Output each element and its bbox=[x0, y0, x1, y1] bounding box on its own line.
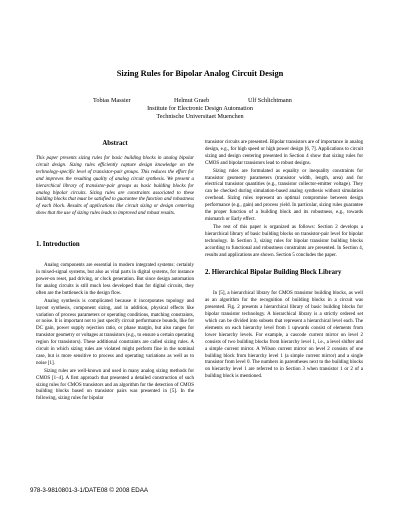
author-name: Helmut Graeb bbox=[174, 97, 210, 104]
body-paragraph: Analog components are essential in modern integrated systems: certainly in mixed-signal systems, but also as vital parts in digital systems, for instance power-on reset, pad driving, or clock generation. But since design automation for analog circuits is still much less developed than for digital circuits, they often are the bottleneck in the design flow. bbox=[36, 263, 194, 296]
affiliation-university: Technische Universitaet Muenchen bbox=[156, 113, 244, 120]
body-paragraph: In [5], a hierarchical library for CMOS transistor building blocks, as well as an algorithm for the recognition of building blocks in a circuit was presented. Fig. 2 presents a hierarchical library of basic building blocks for bipolar transistor technology. A hierarchical library is a strictly ordered set which can be divided into subsets that represent a hierarchical level each. The elements on each hierarchy level from 1 upwards consist of elements from lower hierarchy levels. For example, a cascode current mirror on level 2 consists of two building blocks from hierarchy level 1, i.e., a level shifter and a simple current mirror. A Wilson current mirror on level 2 consists of one building block from hierarchy level 1 (a simple current mirror) and a single transistor from level 0. The numbers in parentheses next to the building blocks on hierarchy level 1 are referred to in Section 3 when transistor 1 or 2 of a building block is mentioned. bbox=[205, 291, 363, 380]
affiliation-institute: Institute for Electronic Design Automation bbox=[147, 105, 253, 112]
author-name: Ulf Schlichtmann bbox=[248, 97, 292, 104]
section-heading-introduction: 1. Introduction bbox=[36, 241, 80, 249]
abstract-text: This paper presents sizing rules for basic building blocks in analog bipolar circuit design. Sizing rules efficiently capture design knowledge on the technology-specific level of transistor-pair groups. This reduces the effort for and improves the resulting quality of analog circuit synthesis. We present a hierarchical library of transistor-pair groups as basic building blocks for analog bipolar circuits. Sizing rules are constraints associated to these building blocks that must be satisfied to guarantee the function and robustness of each block. Results of applications like circuit sizing or design centering show that the use of sizing rules leads to improved and robust results. bbox=[36, 156, 194, 217]
paper-title: Sizing Rules for Bipolar Analog Circuit Design bbox=[116, 69, 284, 78]
body-paragraph: transistor circuits are presented. Bipolar transistors are of importance in analog design, e.g., for high speed or high power design [6, 7]. Applications to circuit sizing and design centering presented in Section 4 show that sizing rules for CMOS and bipolar transistors lead to robust designs. bbox=[205, 140, 363, 166]
author-name: Tobias Massier bbox=[93, 97, 131, 104]
right-column bbox=[205, 140, 363, 381]
body-paragraph: Sizing rules are well-known and used in many analog sizing methods for CMOS [1–4]. A first approach that presented a detailed construction of such sizing rules for CMOS transistors and an algorithm for the detection of CMOS building blocks based on transistor pairs was presented in [5]. In the following, sizing rules for bipolar bbox=[36, 368, 194, 402]
section-heading-library: 2. Hierarchical Bipolar Building Block Library bbox=[205, 269, 342, 277]
body-paragraph: Sizing rules are formulated as equality or inequality constraints for transistor geometry parameters (transistor width, length, area) and for electrical transistor quantities (e.g., transistor collector-emitter voltage). They can be checked during simulation-based analog synthesis without simulation overhead. Sizing rules represent an optimal compromise between design performance (e.g., gain) and process yield. In particular, sizing rules guarantee the proper function of a building block and its robustness, e.g., towards mismatch or Early effect. bbox=[205, 168, 363, 222]
abstract-heading: Abstract bbox=[102, 140, 128, 147]
left-column bbox=[36, 140, 194, 403]
body-paragraph: Analog synthesis is complicated because it incorporates topology and layout synthesis, component sizing, and in addition, physical effects like variation of process parameters or operating conditions, matching constraints, or noise. It is important not to just specify circuit performance bounds, like for DC gain, power supply rejection ratio, or phase margin, but also ranges for transistor geometry or voltages at transistors (e.g., to ensure a certain operating region for transistors). These additional constraints are called sizing rules. A circuit in which sizing rules are violated might perform fine in the nominal case, but is more sensitive to process and operating variations as well as to noise [1]. bbox=[36, 298, 195, 366]
body-paragraph: The rest of this paper is organized as follows: Section 2 develops a hierarchical library of basic building blocks on transistor-pair level for bipolar technology. In Section 3, sizing rules for bipolar transistor building blocks according to functional and robustness constraints are presented. In Section 4, results and applications are shown. Section 5 concludes the paper. bbox=[205, 224, 363, 258]
footer-copyright: 978-3-9810801-3-1/DATE08 © 2008 EDAA bbox=[30, 487, 148, 494]
